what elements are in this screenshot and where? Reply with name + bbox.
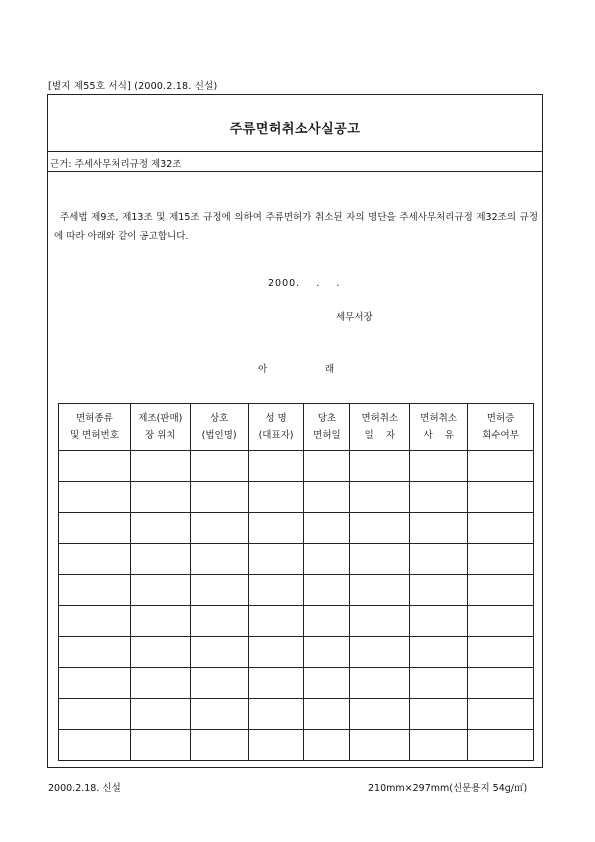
table-cell[interactable] (304, 637, 350, 668)
table-cell[interactable] (468, 482, 534, 513)
table-cell[interactable] (190, 606, 248, 637)
table-cell[interactable] (59, 575, 131, 606)
table-cell[interactable] (304, 668, 350, 699)
table-cell[interactable] (350, 668, 410, 699)
table-row (59, 575, 534, 606)
column-header-line: 일 자 (364, 430, 396, 441)
column-header-line: 당초 (317, 413, 337, 424)
issuer-title: 세무서장 (336, 312, 373, 323)
column-header (304, 404, 350, 451)
table-cell[interactable] (130, 699, 190, 730)
footer-established: 2000.2.18. 신설 (48, 783, 121, 794)
column-header-line: 면허일 (313, 430, 341, 441)
table-cell[interactable] (350, 451, 410, 482)
column-header (468, 404, 534, 451)
column-header (248, 404, 304, 451)
table-cell[interactable] (190, 544, 248, 575)
table-cell[interactable] (304, 606, 350, 637)
column-header-line: 상호 (209, 413, 229, 424)
table-cell[interactable] (59, 668, 131, 699)
table-cell[interactable] (248, 606, 304, 637)
column-header-line: 및 면허번호 (69, 430, 119, 441)
table-header-row (59, 404, 534, 451)
table-cell[interactable] (468, 544, 534, 575)
below-label-first: 아 (258, 364, 268, 375)
table-cell[interactable] (130, 482, 190, 513)
table-cell[interactable] (410, 637, 468, 668)
column-header (410, 404, 468, 451)
column-header-line: 면허취소 (361, 413, 399, 424)
table-cell[interactable] (304, 575, 350, 606)
divider (47, 171, 543, 172)
table-cell[interactable] (130, 575, 190, 606)
column-header-line: 면허종류 (76, 413, 113, 424)
column-header-line: (법인명) (201, 430, 237, 441)
table-cell[interactable] (130, 513, 190, 544)
table-cell[interactable] (468, 606, 534, 637)
table-cell[interactable] (190, 637, 248, 668)
table-cell[interactable] (190, 699, 248, 730)
table-cell[interactable] (304, 513, 350, 544)
table-cell[interactable] (468, 637, 534, 668)
table-cell[interactable] (410, 451, 468, 482)
table-cell[interactable] (59, 544, 131, 575)
table-cell[interactable] (304, 544, 350, 575)
table-cell[interactable] (468, 730, 534, 761)
table-cell[interactable] (130, 606, 190, 637)
table-cell[interactable] (350, 482, 410, 513)
table-row (59, 451, 534, 482)
table-cell[interactable] (410, 482, 468, 513)
table-cell[interactable] (59, 451, 131, 482)
table-cell[interactable] (59, 482, 131, 513)
table-row (59, 606, 534, 637)
table-cell[interactable] (190, 575, 248, 606)
column-header (130, 404, 190, 451)
table-cell[interactable] (350, 575, 410, 606)
column-header-line: (대표자) (258, 430, 294, 441)
table-cell[interactable] (410, 513, 468, 544)
table-cell[interactable] (350, 513, 410, 544)
table-cell[interactable] (468, 668, 534, 699)
table-row (59, 668, 534, 699)
column-header-line: 면허취소 (420, 413, 458, 424)
table-cell[interactable] (248, 544, 304, 575)
column-header-line: 성 명 (265, 413, 287, 424)
table-cell[interactable] (190, 513, 248, 544)
form-title: 주류면허취소사실공고 (229, 122, 361, 137)
table-cell[interactable] (248, 575, 304, 606)
table-cell[interactable] (59, 606, 131, 637)
table-cell[interactable] (410, 699, 468, 730)
table-cell[interactable] (468, 575, 534, 606)
table-cell[interactable] (468, 699, 534, 730)
table-cell[interactable] (410, 606, 468, 637)
table-cell[interactable] (350, 544, 410, 575)
table-cell[interactable] (248, 699, 304, 730)
table-row (59, 637, 534, 668)
table-cell[interactable] (248, 668, 304, 699)
table-cell[interactable] (350, 606, 410, 637)
table-cell[interactable] (410, 730, 468, 761)
revocation-table (58, 403, 534, 761)
table-cell[interactable] (248, 513, 304, 544)
column-header (59, 404, 131, 451)
column-header-line: 제조(판매) (138, 413, 183, 424)
table-row (59, 544, 534, 575)
column-header-line: 장 위치 (145, 430, 176, 441)
table-body (59, 451, 534, 761)
table-cell[interactable] (190, 730, 248, 761)
footer-paper-spec: 210mm×297mm(신문용지 54g/㎡) (368, 783, 528, 794)
table-cell[interactable] (248, 451, 304, 482)
table-cell[interactable] (350, 637, 410, 668)
basis-text: 근거: 주세사무처리규정 제32조 (50, 159, 182, 170)
table-cell[interactable] (130, 668, 190, 699)
table-cell[interactable] (410, 544, 468, 575)
table-cell[interactable] (304, 730, 350, 761)
table-cell[interactable] (468, 513, 534, 544)
notice-body: 주세법 제9조, 제13조 및 제15조 규정에 의하여 주류면허가 취소된 자의 명단을 주세사무처리규정 제32조의 규정에 따라 아래와 같이 공고합니다. (54, 212, 538, 242)
column-header (190, 404, 248, 451)
table-cell[interactable] (130, 544, 190, 575)
table-cell[interactable] (468, 451, 534, 482)
table-cell[interactable] (248, 482, 304, 513)
table-cell[interactable] (410, 575, 468, 606)
table-cell[interactable] (304, 699, 350, 730)
table-cell[interactable] (304, 482, 350, 513)
table-cell[interactable] (59, 513, 131, 544)
table-cell[interactable] (190, 668, 248, 699)
table-row (59, 699, 534, 730)
table-row (59, 513, 534, 544)
divider (47, 151, 543, 152)
table-cell[interactable] (190, 482, 248, 513)
column-header-line: 회수여부 (482, 430, 519, 441)
table-cell[interactable] (59, 730, 131, 761)
table-cell[interactable] (59, 699, 131, 730)
notice-date: 2000. . . (268, 278, 341, 289)
column-header-line: 면허증 (486, 413, 515, 424)
table-cell[interactable] (304, 451, 350, 482)
column-header-line: 사 유 (423, 430, 454, 441)
table-cell[interactable] (130, 451, 190, 482)
table-cell[interactable] (59, 637, 131, 668)
table-cell[interactable] (190, 451, 248, 482)
table-cell[interactable] (130, 730, 190, 761)
table-cell[interactable] (410, 668, 468, 699)
table-cell[interactable] (350, 699, 410, 730)
form-reference: [별지 제55호 서식] (2000.2.18. 신설) (48, 81, 218, 92)
table-cell[interactable] (130, 637, 190, 668)
table-row (59, 482, 534, 513)
below-label-second: 래 (325, 364, 335, 375)
table-row (59, 730, 534, 761)
table-cell[interactable] (248, 637, 304, 668)
column-header (350, 404, 410, 451)
table-cell[interactable] (248, 730, 304, 761)
table-cell[interactable] (350, 730, 410, 761)
